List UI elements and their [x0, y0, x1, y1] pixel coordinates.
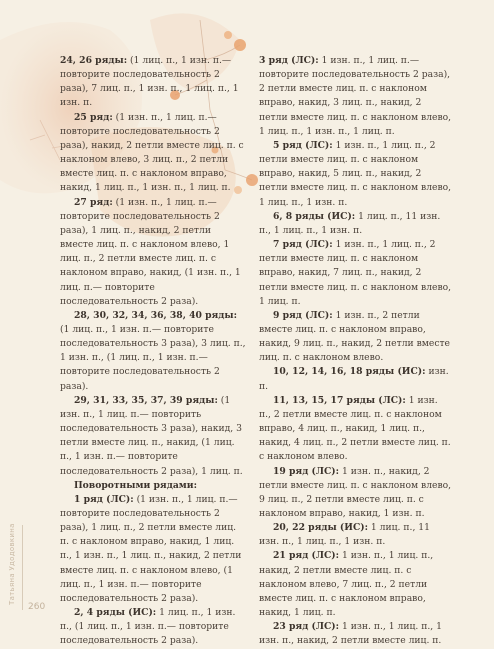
row-label: 25 ряд: — [74, 111, 113, 123]
author-name: Татьяна Удодовкина — [8, 523, 16, 605]
row-instructions: 1 изн. п., 1 лиц. п., 2 петли вместе лиц. п. с наклоном вправо, накид, 5 лиц. п., накид, 2 петли вместе лиц. п. с наклоном влево, 1 лиц. п., 1 изн. п. — [259, 139, 452, 208]
row-label: 10, 12, 14, 16, 18 ряды (ИС): — [273, 366, 426, 378]
instruction-paragraph — [259, 521, 452, 549]
instruction-paragraph — [259, 139, 452, 210]
instruction-paragraph — [259, 549, 452, 620]
row-label: 21 ряд (ЛС): — [273, 550, 340, 562]
instruction-paragraph — [259, 365, 452, 393]
instruction-paragraph — [60, 111, 246, 196]
row-label: 7 ряд (ЛС): — [273, 239, 333, 251]
instruction-paragraph — [259, 210, 452, 238]
row-label: 28, 30, 32, 34, 36, 38, 40 ряды: — [74, 309, 238, 321]
row-label: Поворотными рядами: — [74, 479, 197, 491]
instruction-paragraph — [60, 606, 246, 648]
row-label: 6, 8 ряды (ИС): — [273, 210, 356, 222]
row-instructions: (1 изн. п., 1 лиц. п.— повторите последовательность 2 раза), 1 лиц. п., 2 петли вместе лиц. п. с наклоном вправо, накид, 1 лиц. п., 1 изн. п., 1 лиц. п., накид, 2 петли вместе лиц. п. с наклоном влево, (1 лиц. п., 1 изн. п.— повторите последовательность 2 раза). — [60, 493, 242, 604]
instruction-paragraph — [259, 309, 452, 366]
row-label: 2, 4 ряды (ИС): — [74, 607, 157, 619]
row-instructions: (1 лиц. п., 1 изн. п.— повторите последовательность 2 раза), 7 лиц. п., 1 изн. п., 1 лиц. п., 1 изн. п. — [60, 55, 239, 109]
row-instructions: 1 лиц. п., 11 изн. п., 1 лиц. п., 1 изн. п. — [259, 522, 430, 548]
row-instructions: (1 изн. п., 1 лиц. п.— повторите последовательность 2 раза), 1 лиц. п., накид, 2 петли вместе лиц. п. с наклоном влево, 1 лиц. п., 2 петли вместе лиц. п. с наклоном вправо, накид, (1 изн. п., 1 лиц. п.— повторите последовательность 2 раза). — [60, 196, 241, 307]
row-instructions: (1 изн. п., 1 лиц. п.— повторите последовательность 2 раза), накид, 2 петли вместе лиц. п. с наклоном влево, 3 лиц. п., 2 петли вместе лиц. п. с наклоном вправо, накид, 1 лиц. п., 1 изн. п., 1 лиц. п. — [60, 111, 244, 194]
row-label: 24, 26 ряды: — [60, 55, 128, 66]
margin-rule — [22, 525, 23, 610]
instruction-paragraph — [60, 309, 246, 394]
row-label: 29, 31, 33, 35, 37, 39 ряды: — [74, 394, 218, 406]
instruction-paragraph — [60, 394, 246, 479]
instruction-paragraph — [259, 465, 452, 522]
row-label: 1 ряд (ЛС): — [74, 493, 134, 505]
left-column — [60, 54, 246, 649]
row-label: 27 ряд: — [74, 196, 113, 208]
row-instructions: 1 изн. п., 1 лиц. п.— повторите последовательность 2 раза), 2 петли вместе лиц. п. с наклоном вправо, накид, 3 лиц. п., накид, 2 петли вместе лиц. п. с наклоном влево, 1 лиц. п., 1 изн. п., 1 лиц. п. — [259, 55, 452, 137]
instruction-paragraph — [259, 238, 452, 309]
page-number: 260 — [28, 602, 46, 612]
row-instructions: 1 изн. п., 1 лиц. п., 1 изн. п., накид, 2 петли вместе лиц. п. — [259, 621, 442, 647]
row-instructions: 1 изн. п., 1 лиц. п., накид, 2 петли вместе лиц. п. с наклоном влево, 7 лиц. п., 2 петли вместе лиц. п. с наклоном вправо, накид, 1 лиц. п. — [259, 550, 434, 619]
instruction-paragraph — [259, 620, 452, 648]
row-instructions: (1 лиц. п., 1 изн. п.— повторите последовательность 3 раза), 3 лиц. п., 1 изн. п., (1 лиц. п., 1 изн. п.— повторите последовательность 2 раза). — [60, 323, 246, 392]
row-label: 23 ряд (ЛС): — [273, 621, 340, 633]
instruction-paragraph — [259, 54, 452, 139]
row-instructions: 1 изн. п., накид, 2 петли вместе лиц. п. с наклоном влево, 9 лиц. п., 2 петли вместе лиц. п. с наклоном вправо, накид, 1 изн. п. — [259, 465, 452, 519]
row-instructions: 1 лиц. п., 11 изн. п., 1 лиц. п., 1 изн. п. — [259, 210, 441, 236]
row-instructions: (1 изн. п., 1 лиц. п.— повторить последовательность 3 раза), накид, 3 петли вместе лиц. п., накид, (1 лиц. п., 1 изн. п.— повторите последовательность 2 раза), 1 лиц. п. — [60, 394, 243, 477]
row-instructions: 1 изн. п., 1 лиц. п., 2 петли вместе лиц. п. с наклоном вправо, накид, 7 лиц. п., накид, 2 петли вместе лиц. п. с наклоном влево, 1 лиц. п. — [259, 239, 452, 307]
row-instructions: 1 изн. п., 2 петли вместе лиц. п. с наклоном вправо, 4 лиц. п., накид, 1 лиц. п., накид, 4 лиц. п., 2 петли вместе лиц. п. с наклоном влево. — [259, 394, 451, 463]
row-label: 20, 22 ряды (ИС): — [273, 522, 368, 534]
row-label: 3 ряд (ЛС): — [259, 55, 319, 66]
instruction-paragraph — [259, 394, 452, 465]
row-label: 11, 13, 15, 17 ряды (ЛС): — [273, 394, 406, 406]
instruction-paragraph — [60, 479, 246, 493]
instruction-paragraph — [60, 54, 246, 111]
instruction-paragraph — [60, 493, 246, 606]
row-instructions: изн. п. — [259, 366, 449, 392]
row-label: 5 ряд (ЛС): — [273, 139, 333, 151]
instruction-paragraph — [60, 196, 246, 309]
row-label: 9 ряд (ЛС): — [273, 309, 333, 321]
right-column — [259, 54, 452, 649]
row-instructions: 1 изн. п., 2 петли вместе лиц. п. с наклоном вправо, накид, 9 лиц. п., накид, 2 петли вместе лиц. п. с наклоном влево. — [259, 309, 450, 364]
row-label: 19 ряд (ЛС): — [273, 465, 340, 477]
row-instructions: 1 лиц. п., 1 изн. п., (1 лиц. п., 1 изн. п.— повторите последовательность 2 раза). — [60, 607, 236, 647]
